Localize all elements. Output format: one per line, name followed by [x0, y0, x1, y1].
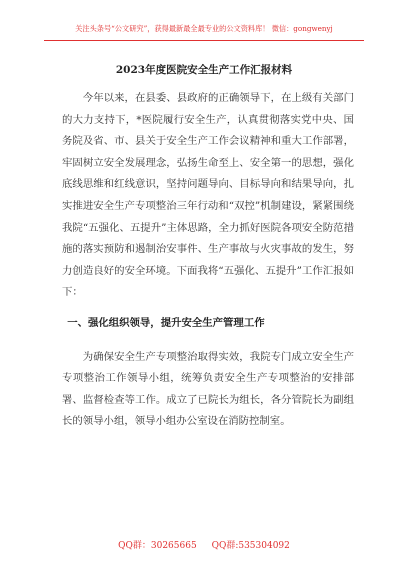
- header-divider: [44, 40, 364, 41]
- section-1-paragraph: 为确保安全生产专项整治取得实效，我院专门成立安全生产专项整治工作领导小组，统筹负责安全生产专项整治的安排部署、监督检查等工作。成立了已院长为组长，各分管院长为副组长的领导小组，领导小组办公室设在消防控制室。: [62, 350, 354, 428]
- intro-paragraph: 今年以来，在县委、县政府的正确领导下，在上级有关部门的大力支持下，*医院履行安全生产，认真贯彻落实党中央、国务院及省、市、县关于安全生产工作会议精神和重大工作部署，牢固树立安全发展理念，弘扬生命至上、安全第一的思想，强化底线思维和红线意识，坚持问题导向、目标导向和结果导向，扎实推进安全生产专项整治三年行动和“双控”机制建设，紧紧围绕我院“五强化、五提升”主体思路，全力抓好医院各项安全防范措施的落实预防和遏制治安事件、生产事故与火灾事故的发生，努力创造良好的安全环境。下面我将“五强化、五提升”工作汇报如下：: [62, 92, 354, 299]
- footer-contact: [0, 538, 408, 551]
- footer-qq-group-1: QQ群：30265665: [118, 541, 197, 551]
- section-heading-1: 一、强化组织领导，提升安全生产管理工作: [67, 316, 265, 329]
- document-body: [62, 88, 354, 433]
- header-banner: 关注头条号“公文研究”，获得最新最全最专业的公文资料库！ 微信：gongwenyj: [75, 24, 333, 33]
- document-title: 2023年度医院安全生产工作汇报材料: [115, 64, 293, 76]
- footer-qq-group-2: QQ群:535304092: [211, 541, 290, 551]
